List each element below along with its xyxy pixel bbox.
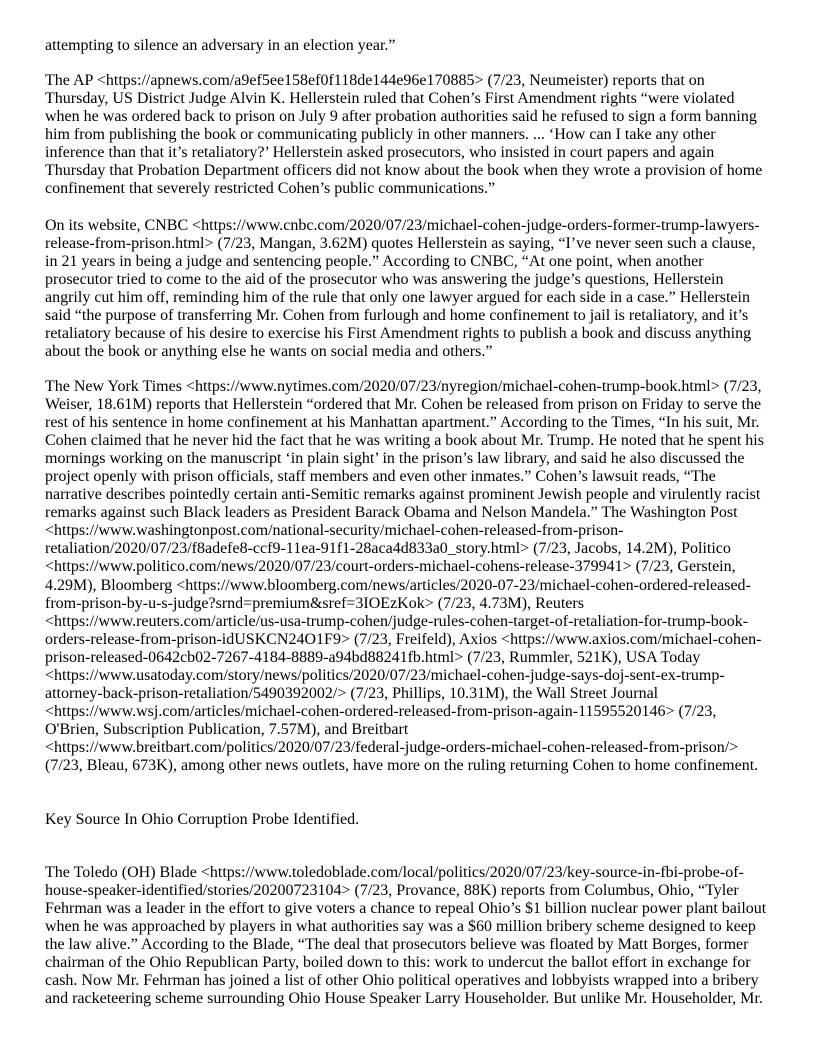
text-line: <https://www.wsj.com/articles/michael-cohen-ordered-released-from-prison-again-11595520146> (7/23, xyxy=(45,702,717,720)
paragraph-toledo-blade-report xyxy=(45,864,785,1008)
text-line: retaliation/2020/07/23/f8adefe8-ccf9-11ea-91f1-28aca4d833a0_story.html> (7/23, Jacobs, 14.2M), Politico xyxy=(45,540,731,558)
text-line: him from publishing the book or communicating publicly in other manners. ... ‘How can I take any other xyxy=(45,126,716,144)
text-line: from-prison-by-u-s-judge?srnd=premium&sref=3IOEzKok> (7/23, 4.73M), Reuters xyxy=(45,594,584,612)
text-line: Thursday that Probation Department officers did not know about the book when they wrote a provision of home xyxy=(45,162,763,180)
paragraph-ap-report xyxy=(45,72,785,198)
text-line: The Toledo (OH) Blade <https://www.toledoblade.com/local/politics/2020/07/23/key-source-in-fbi-probe-of- xyxy=(45,864,744,881)
text-line: O'Brien, Subscription Publication, 7.57M), and Breitbart xyxy=(45,720,409,738)
text-line: when he was ordered back to prison on July 9 after probation authorities said he refused to sign a form banning xyxy=(45,108,757,126)
text-line: remarks against such Black leaders as President Barack Obama and Nelson Mandela.” The Washington Post xyxy=(45,504,738,522)
text-line: house-speaker-identified/stories/20200723104> (7/23, Provance, 88K) reports from Columbus, Ohio, “Tyler xyxy=(45,882,739,900)
text-line: retaliatory because of his desire to exercise his First Amendment rights to publish a book and discuss anything xyxy=(45,325,752,343)
text-line: in 21 years in being a judge and sentencing people.” According to CNBC, “At one point, when another xyxy=(45,253,704,271)
text-line: Thursday, US District Judge Alvin K. Hellerstein ruled that Cohen’s First Amendment rights “were violated xyxy=(45,90,735,108)
text-line: confinement that severely restricted Cohen’s public communications.” xyxy=(45,180,496,198)
text-line: rest of his sentence in home confinement at his Manhattan apartment.” According to the Times, “In his suit, Mr. xyxy=(45,414,760,432)
text-line: inference than that it’s retaliatory?’ Hellerstein asked prosecutors, who insisted in court papers and again xyxy=(45,144,715,162)
text-line: prosecutor tried to come to the aid of the prosecutor who was answering the judge’s questions, Hellerstein xyxy=(45,271,724,289)
text-line: said “the purpose of transferring Mr. Cohen from furlough and home confinement to jail is retaliatory, and it’s xyxy=(45,307,749,325)
text-line: when he was approached by players in what authorities say was a $60 million bribery scheme designed to keep xyxy=(45,918,756,936)
text-line: the law alive.” According to the Blade, “The deal that prosecutors believe was floated by Matt Borges, former xyxy=(45,936,749,954)
text-line: orders-release-from-prison-idUSKCN24O1F9> (7/23, Freifeld), Axios <https://www.axios.com/michael-cohen- xyxy=(45,630,762,648)
section-heading-text: Key Source In Ohio Corruption Probe Identified. xyxy=(45,811,360,828)
text-line: <https://www.politico.com/news/2020/07/23/court-orders-michael-cohens-release-379941> (7/23, Gerstein, xyxy=(45,558,736,576)
text-line: angrily cut him off, reminding him of the rule that only one lawyer argued for each side in a case.” Hellerstein xyxy=(45,289,750,307)
section-heading xyxy=(45,811,785,829)
text-line: Cohen claimed that he never hid the fact that he was writing a book about Mr. Trump. He noted that he spent his xyxy=(45,432,764,450)
text-line: cash. Now Mr. Fehrman has joined a list of other Ohio political operatives and lobbyists wrapped into a bribery xyxy=(45,972,759,990)
text-line: <https://www.reuters.com/article/us-usa-trump-cohen/judge-rules-cohen-target-of-retaliation-for-trump-book- xyxy=(45,612,749,630)
text-line: <https://www.breitbart.com/politics/2020/07/23/federal-judge-orders-michael-cohen-released-from-prison/> xyxy=(45,738,739,756)
text-line: prison-released-0642cb02-7267-4184-8889-a94bd88241fb.html> (7/23, Rummler, 521K), USA Today xyxy=(45,648,701,666)
text-line: mornings working on the manuscript ‘in plain sight’ in the prison’s law library, and said he also discussed the xyxy=(45,450,745,468)
text-line: Fehrman was a leader in the effort to give voters a chance to repeal Ohio’s $1 billion nuclear power plant bailout xyxy=(45,900,767,918)
text-line: On its website, CNBC <https://www.cnbc.com/2020/07/23/michael-cohen-judge-orders-former-trump-lawyers- xyxy=(45,217,760,234)
text-line: The AP <https://apnews.com/a9ef5ee158ef0f118de144e96e170885> (7/23, Neumeister) reports that on xyxy=(45,72,705,89)
text-line: attorney-back-prison-retaliation/5490392002/> (7/23, Phillips, 10.31M), the Wall Street Journal xyxy=(45,684,659,702)
text-line: chairman of the Ohio Republican Party, boiled down to this: work to undercut the ballot effort in exchange for xyxy=(45,954,751,972)
text-line: release-from-prison.html> (7/23, Mangan, 3.62M) quotes Hellerstein as saying, “I’ve never seen such a clause, xyxy=(45,235,756,253)
text-line: (7/23, Bleau, 673K), among other news outlets, have more on the ruling returning Cohen to home confinement. xyxy=(45,756,759,774)
text-line: attempting to silence an adversary in an election year.” xyxy=(45,37,396,54)
text-line: and racketeering scheme surrounding Ohio House Speaker Larry Householder. But unlike Mr. Householder, Mr. xyxy=(45,990,763,1008)
paragraph-cnbc-report xyxy=(45,217,785,361)
text-line: project openly with prison officials, staff members and even other inmates.” Cohen’s lawsuit reads, “The xyxy=(45,468,716,486)
text-line: Weiser, 18.61M) reports that Hellerstein “ordered that Mr. Cohen be released from prison on Friday to serve the xyxy=(45,396,762,414)
paragraph-nyt-report xyxy=(45,378,785,775)
text-line: The New York Times <https://www.nytimes.com/2020/07/23/nyregion/michael-cohen-trump-book.html> (7/23, xyxy=(45,378,762,395)
text-line: <https://www.washingtonpost.com/national-security/michael-cohen-released-from-prison- xyxy=(45,522,624,540)
text-line: about the book or anything else he wants on social media and others.” xyxy=(45,343,493,361)
text-line: <https://www.usatoday.com/story/news/politics/2020/07/23/michael-cohen-judge-says-doj-sent-ex-trump- xyxy=(45,666,725,684)
text-line: narrative describes pointedly certain anti-Semitic remarks against prominent Jewish people and virulently racist xyxy=(45,486,761,504)
text-line: 4.29M), Bloomberg <https://www.bloomberg.com/news/articles/2020-07-23/michael-cohen-ordered-released- xyxy=(45,576,751,594)
paragraph-election-year-end xyxy=(45,37,785,55)
